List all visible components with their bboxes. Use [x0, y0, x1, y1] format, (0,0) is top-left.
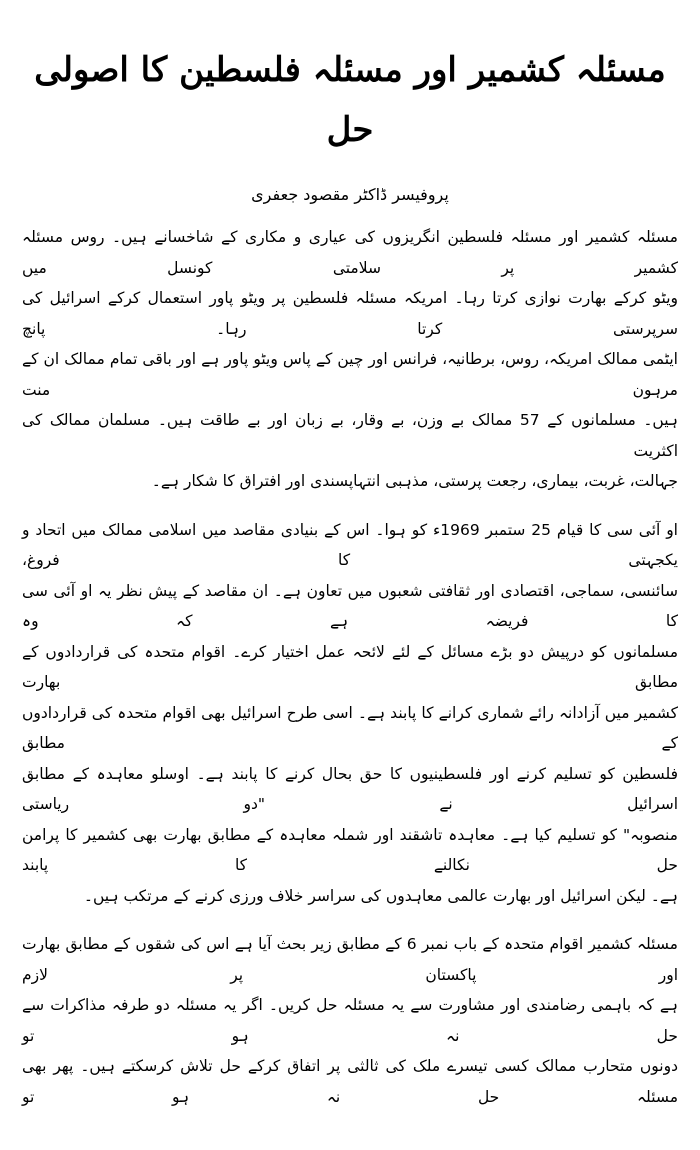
text-line: ایٹمی ممالک امریکہ، روس، برطانیہ، فرانس اور چین کے پاس ویٹو پاور ہے اور باقی تمام ممالک ان کے مرہون منت	[22, 350, 678, 399]
article-title: مسئلہ کشمیر اور مسئلہ فلسطین کا اصولی حل	[34, 50, 666, 150]
text-line: جہالت، غربت، بیماری، رجعت پرستی، مذہبی انتہاپسندی اور افتراق کا شکار ہے۔	[151, 472, 678, 490]
text-line: ہے۔ لیکن اسرائیل اور بھارت عالمی معاہدوں کی سراسر خلاف ورزی کرنے کے مرتکب ہیں۔	[83, 886, 678, 905]
text-line: ہیں۔ مسلمانوں کے 57 ممالک بے وزن، بے وقار، بے زبان اور بے طاقت ہیں۔ مسلمان ممالک کی اکثریت	[22, 411, 678, 460]
text-line: ہے کہ باہمی رضامندی اور مشاورت سے یہ مسئلہ حل کریں۔ اگر یہ مسئلہ دو طرفہ مذاکرات سے حل نہ ہو تو	[22, 996, 678, 1045]
paragraph-2	[22, 515, 678, 912]
paragraph-1	[22, 222, 678, 497]
text-line: منصوبہ" کو تسلیم کیا ہے۔ معاہدہ تاشقند اور شملہ معاہدہ کے مطابق بھارت بھی کشمیر کا پرامن حل نکالنے کا پابند	[22, 825, 678, 874]
text-line: مسئلہ کشمیر اقوام متحدہ کے باب نمبر 6 کے مطابق زیر بحث آیا ہے اس کی شقوں کے مطابق بھارت اور پاکستان پر لازم	[22, 935, 678, 984]
text-line: کشمیر میں آزادانہ رائے شماری کرانے کا پابند ہے۔ اسی طرح اسرائیل بھی اقوام متحدہ کی قراردادوں کے مطابق	[22, 703, 678, 752]
text-line: ویٹو کرکے بھارت نوازی کرتا رہا۔ امریکہ مسئلہ فلسطین پر ویٹو پاور استعمال کرکے اسرائیل کی سرپرستی کرتا رہا۔ پانچ	[22, 289, 678, 338]
author-byline: پروفیسر ڈاکٹر مقصود جعفری	[251, 185, 449, 204]
text-line: دونوں متحارب ممالک کسی تیسرے ملک کی ثالثی پر اتفاق کرکے حل تلاش کرسکتے ہیں۔ پھر بھی مسئلہ حل نہ ہو تو	[22, 1057, 678, 1106]
paragraph-3	[22, 929, 678, 1112]
text-line: فلسطین کو تسلیم کرنے اور فلسطینیوں کا حق بحال کرنے کا پابند ہے۔ اوسلو معاہدہ کے مطابق اسرائیل نے "دو ریاستی	[22, 764, 678, 813]
text-line: او آئی سی کا قیام 25 ستمبر 1969ء کو ہوا۔ اس کے بنیادی مقاصد میں اسلامی ممالک میں اتحاد و یکجہتی کا فروغ،	[22, 520, 678, 569]
text-line: سائنسی، سماجی، اقتصادی اور ثقافتی شعبوں میں تعاون ہے۔ ان مقاصد کے پیش نظر یہ او آئی سی کا فریضہ ہے کہ وہ	[22, 581, 678, 630]
text-line: مسئلہ کشمیر اور مسئلہ فلسطین انگریزوں کی عیاری و مکاری کے شاخسانے ہیں۔ روس مسئلہ کشمیر پر سلامتی کونسل میں	[22, 228, 678, 277]
text-line: مسلمانوں کو درپیش دو بڑے مسائل کے لئے لائحہ عمل اختیار کرے۔ اقوام متحدہ کی قراردادوں کے مطابق بھارت	[22, 642, 678, 691]
